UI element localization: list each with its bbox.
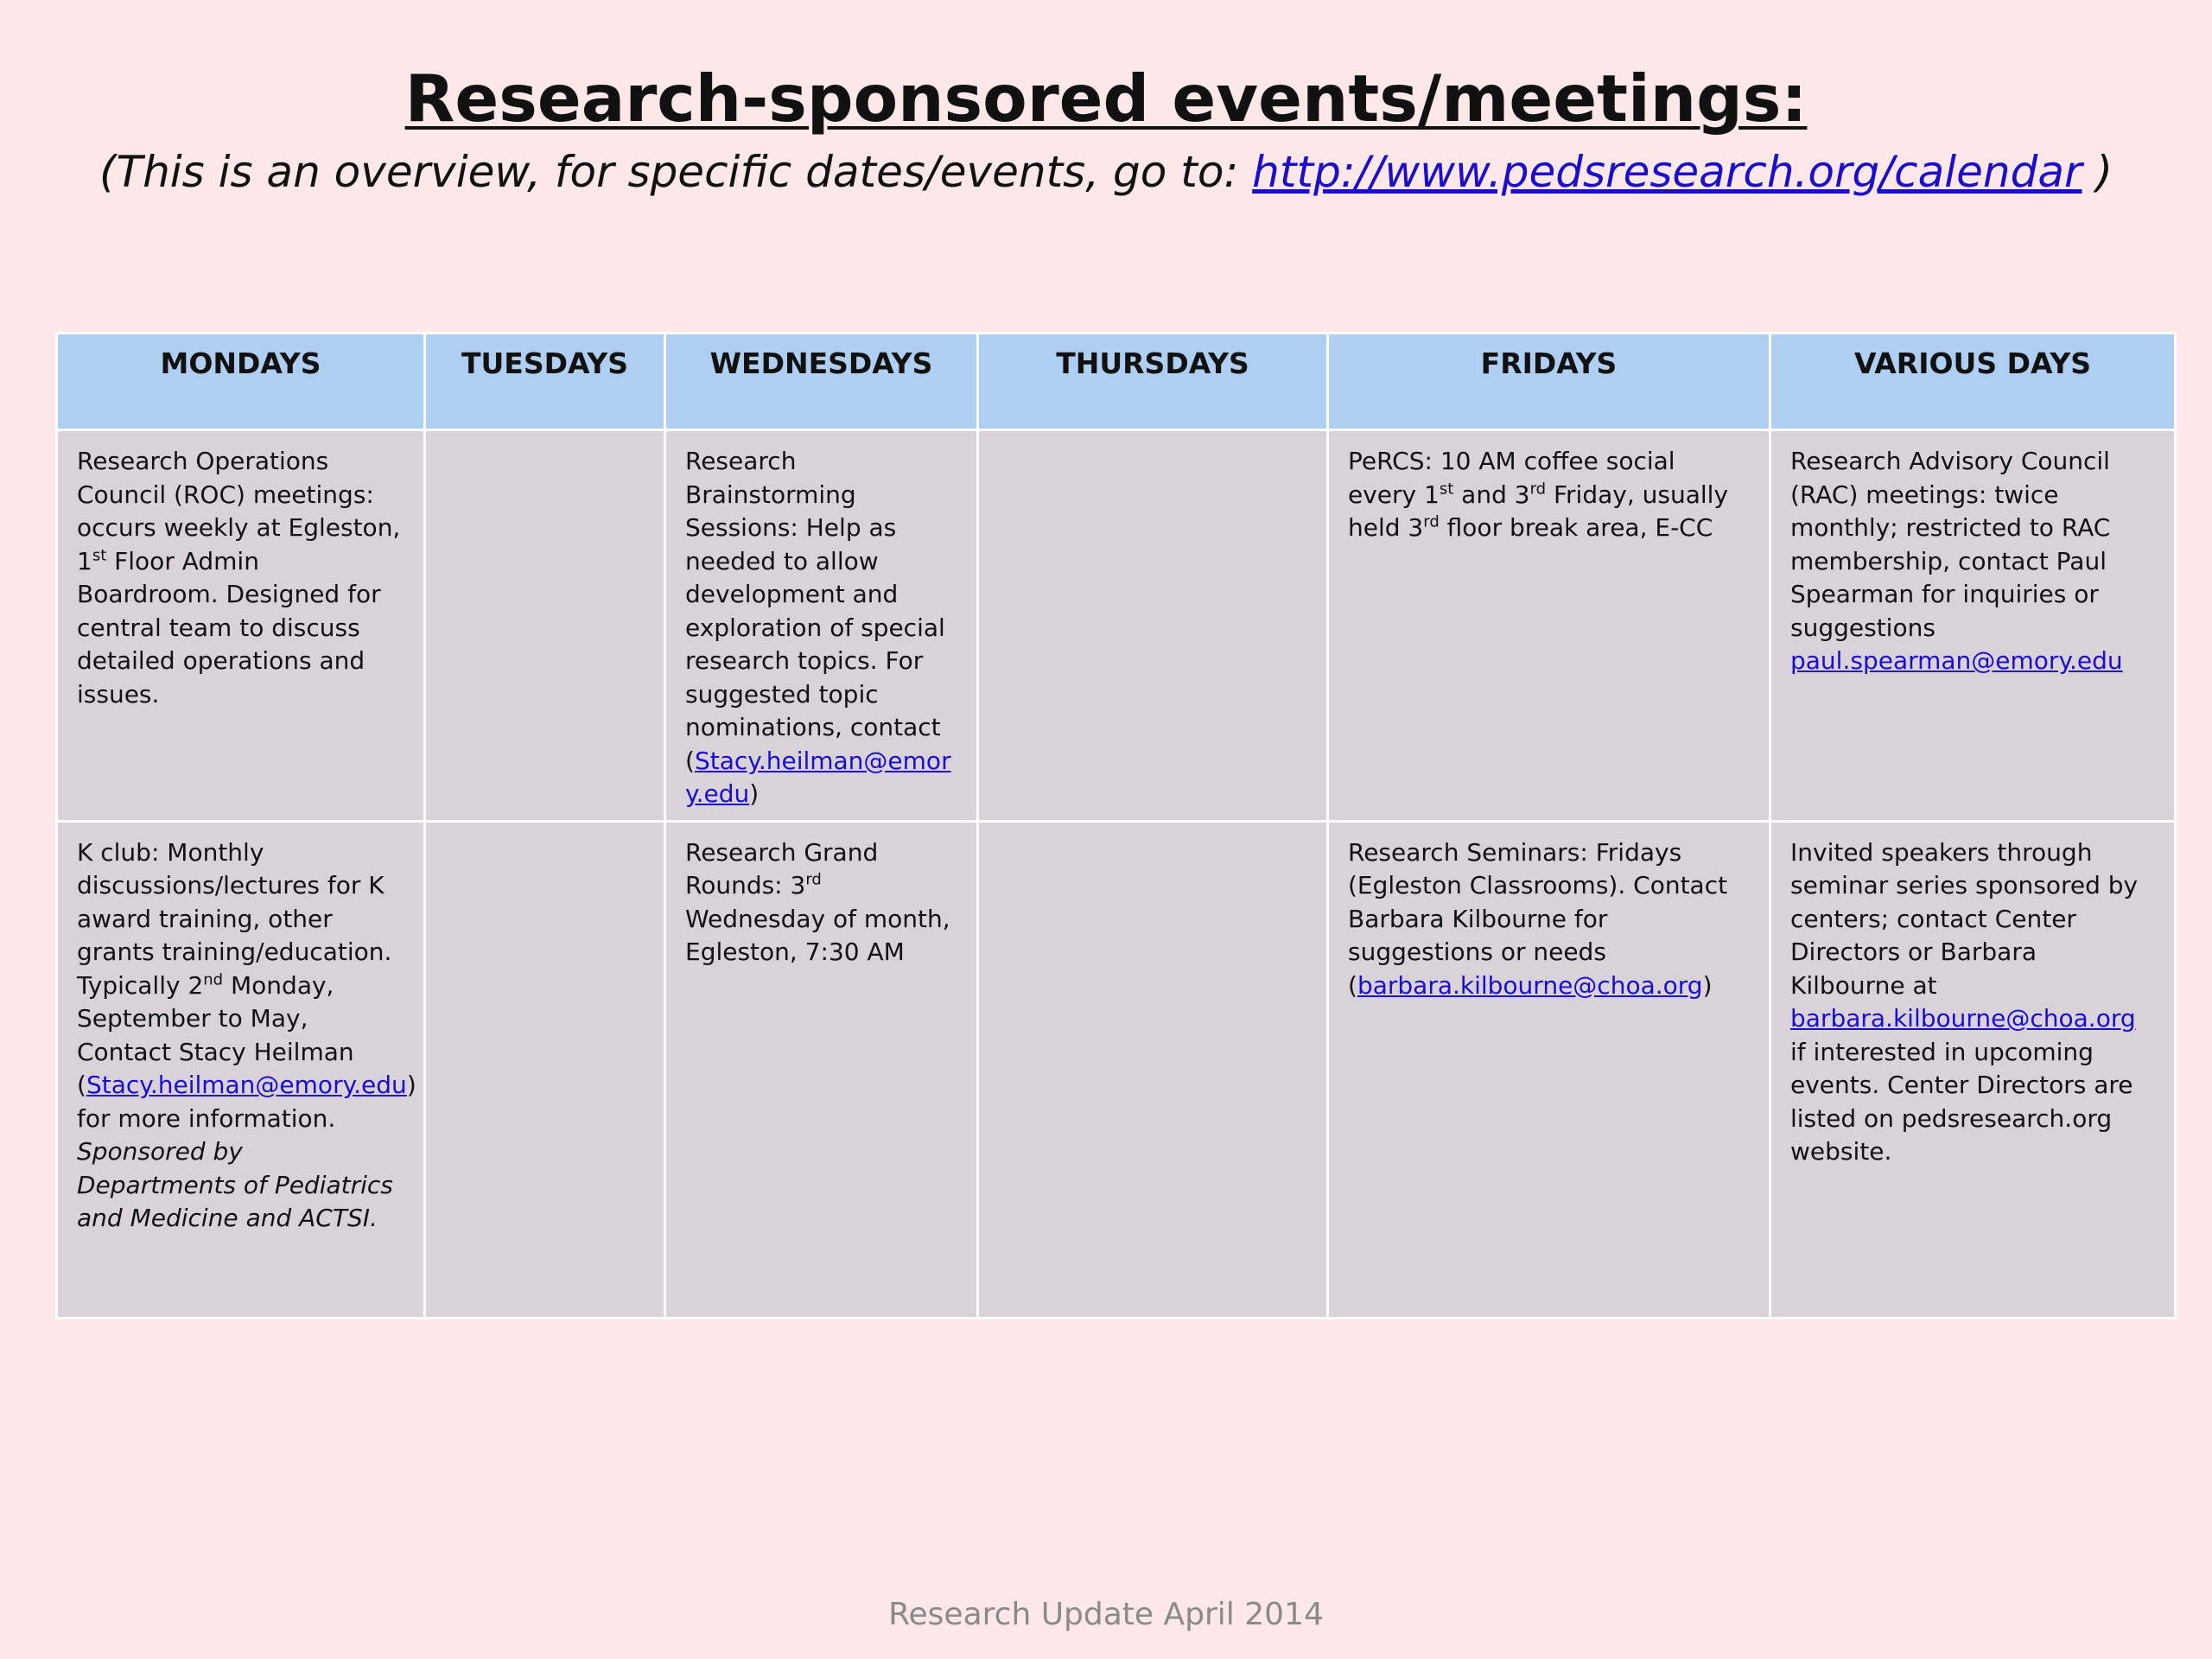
cell-text: Wednesday of month, Egleston, 7:30 AM (685, 904, 950, 966)
cell-wednesdays-brainstorming (665, 430, 978, 822)
cell-sup: rd (1423, 512, 1440, 531)
cell-sup: st (1439, 480, 1454, 499)
events-table (55, 332, 2177, 1319)
cell-sup: rd (1529, 480, 1547, 499)
subtitle-prefix: (This is an overview, for specific dates/events, go to: (99, 147, 1253, 197)
email-link-barbara[interactable]: barbara.kilbourne@choa.org (1357, 970, 1703, 1000)
cell-text: Research Operations Council (ROC) meetings: occurs weekly at Egleston, 1 (77, 447, 401, 575)
cell-text: ) (1702, 970, 1713, 1000)
cell-thursdays-empty (978, 821, 1328, 1318)
cell-text: PeRCS: 10 AM coffee social every 1 (1348, 447, 1675, 509)
cell-text: ) (749, 779, 760, 808)
email-link-stacy[interactable]: Stacy.heilman@emory.edu (86, 1071, 407, 1099)
cell-sup: rd (805, 870, 822, 889)
cell-text: Research Grand Rounds: 3 (685, 837, 879, 899)
cell-sup: st (92, 546, 107, 565)
cell-text: and 3 (1453, 480, 1530, 509)
email-link-barbara[interactable]: barbara.kilbourne@choa.org (1790, 1004, 2136, 1033)
email-link-stacy[interactable]: Stacy.heilman@emory.edu (685, 746, 951, 808)
sponsor-note: Sponsored by Departments of Pediatrics and Medicine and ACTSI. (77, 1137, 393, 1232)
cell-various-rac (1770, 430, 2176, 822)
header-tuesdays: TUESDAYS (425, 334, 665, 430)
header-mondays: MONDAYS (57, 334, 425, 430)
cell-text: Research Advisory Council (RAC) meetings: twice monthly; restricted to RAC membership, contact Paul Spearman for inquiries or suggestions (1790, 447, 2111, 642)
subtitle (0, 147, 2212, 197)
cell-various-speakers (1770, 821, 2176, 1318)
cell-sup: nd (203, 970, 224, 989)
header-thursdays: THURSDAYS (978, 334, 1328, 430)
calendar-link[interactable]: http://www.pedsresearch.org/calendar (1252, 147, 2082, 197)
cell-text: Invited speakers through seminar series sponsored by centers; contact Center Directors or Barbara Kilbourne at (1790, 837, 2139, 1000)
cell-text: ) for more information. (77, 1071, 416, 1133)
table-row (57, 430, 2176, 822)
header-various-days: VARIOUS DAYS (1770, 334, 2176, 430)
cell-mondays-roc (57, 430, 425, 822)
cell-wednesdays-grand-rounds (665, 821, 978, 1318)
header-wednesdays: WEDNESDAYS (665, 334, 978, 430)
cell-tuesdays-empty (425, 430, 665, 822)
cell-text: Research Brainstorming Sessions: Help as needed to allow development and exploration of special research topics. For suggested topic nominations, contact ( (685, 447, 945, 775)
footer: Research Update April 2014 (888, 1597, 1324, 1632)
cell-text: floor break area, E-CC (1439, 513, 1713, 542)
header-row (57, 334, 2176, 430)
cell-text: Friday, usually held 3 (1348, 480, 1729, 542)
cell-text: Research Seminars: Fridays (Egleston Classrooms). Contact Barbara Kilbourne for suggestions or needs ( (1348, 837, 1728, 1000)
header-fridays: FRIDAYS (1328, 334, 1770, 430)
cell-thursdays-empty (978, 430, 1328, 822)
subtitle-suffix: ) (2082, 147, 2113, 197)
cell-text: Floor Admin Boardroom. Designed for central team to discuss detailed operations and issues. (77, 546, 381, 709)
cell-fridays-percs (1328, 430, 1770, 822)
cell-text: if interested in upcoming events. Center Directors are listed on pedsresearch.org website. (1790, 1037, 2133, 1166)
cell-text: K club: Monthly discussions/lectures for K award training, other grants training/education. Typically 2 (77, 837, 392, 1000)
cell-fridays-seminars (1328, 821, 1770, 1318)
table-row (57, 821, 2176, 1318)
cell-tuesdays-empty (425, 821, 665, 1318)
cell-mondays-kclub (57, 821, 425, 1318)
cell-text: Monday, September to May, Contact Stacy Heilman ( (77, 970, 354, 1099)
page-title: Research-sponsored events/meetings: (404, 60, 1808, 137)
email-link-paul[interactable]: paul.spearman@emory.edu (1790, 646, 2123, 675)
